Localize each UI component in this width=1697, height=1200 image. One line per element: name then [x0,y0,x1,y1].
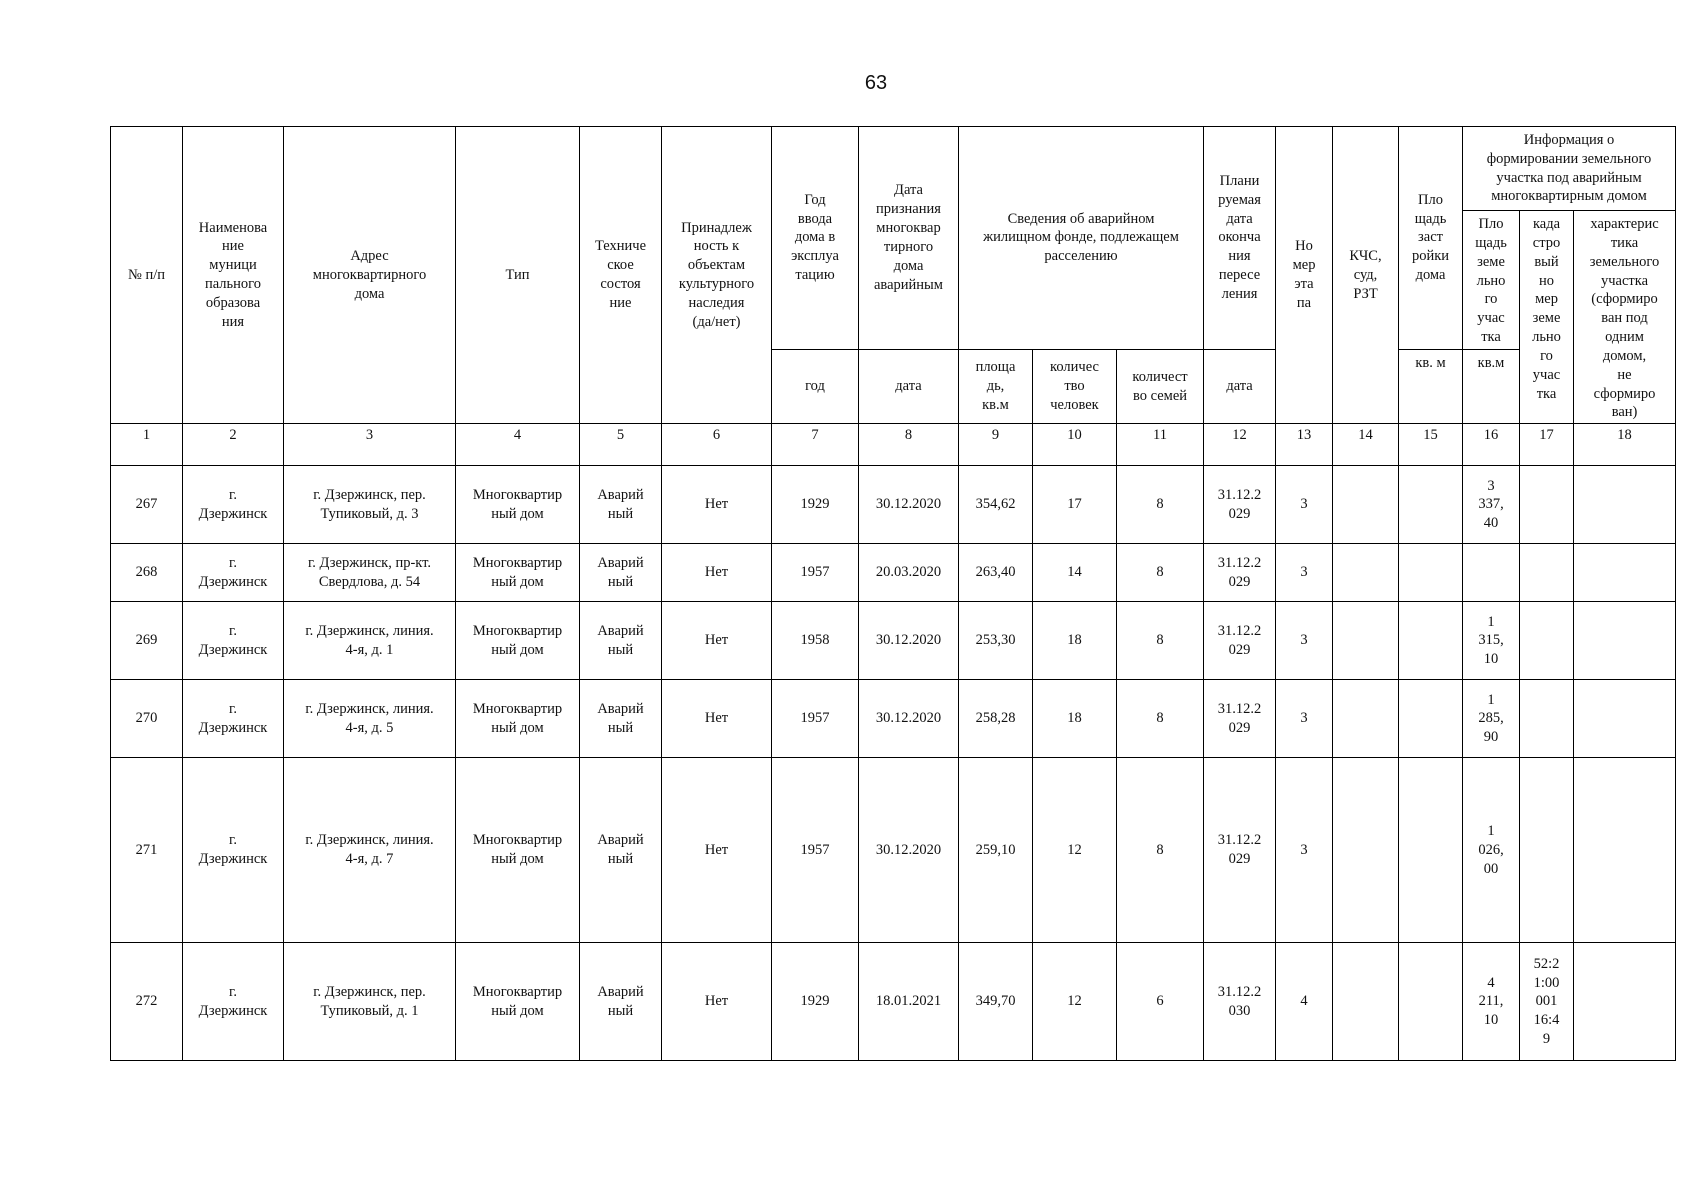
cell-date: 30.12.2020 [859,466,959,544]
cell-type: Многоквартир ный дом [456,602,580,680]
column-number: 3 [284,424,456,466]
cell-address: г. Дзержинск, пер. Тупиковый, д. 1 [284,943,456,1061]
cell-municipality: г. Дзержинск [183,758,284,943]
cell-land-characteristics [1574,758,1676,943]
cell-kchs [1333,544,1399,602]
column-number: 17 [1520,424,1574,466]
cell-municipality: г. Дзержинск [183,544,284,602]
cell-families: 8 [1117,544,1204,602]
column-number: 14 [1333,424,1399,466]
cell-built-area [1399,602,1463,680]
cell-heritage: Нет [662,758,772,943]
cell-state: Аварий ный [580,544,662,602]
cell-type: Многоквартир ный дом [456,943,580,1061]
cell-stage: 3 [1276,602,1333,680]
column-number: 5 [580,424,662,466]
cell-year: 1929 [772,466,859,544]
cell-plan-date: 31.12.2 029 [1204,466,1276,544]
header-land-plot-info: Информация о формировании земельного участка под аварийным многоквартирным домом [1463,127,1676,211]
column-number: 6 [662,424,772,466]
page-number: 63 [864,72,888,94]
cell-cadastral [1520,602,1574,680]
cell-heritage: Нет [662,602,772,680]
subheader-land-unit: кв.м [1463,349,1520,423]
cell-date: 20.03.2020 [859,544,959,602]
header-planned-date: Плани руемая дата оконча ния пересе ления [1204,127,1276,350]
cell-row-number: 268 [111,544,183,602]
cell-plan-date: 31.12.2 029 [1204,602,1276,680]
column-number: 9 [959,424,1033,466]
cell-state: Аварий ный [580,680,662,758]
header-row-number: № п/п [111,127,183,424]
cell-stage: 4 [1276,943,1333,1061]
header-built-area: Пло щадь заст ройки дома [1399,127,1463,350]
cell-year: 1958 [772,602,859,680]
column-number-row [111,424,1676,466]
cell-state: Аварий ный [580,758,662,943]
cell-type: Многоквартир ный дом [456,680,580,758]
cell-land-area [1463,544,1520,602]
column-number: 18 [1574,424,1676,466]
cell-land-area: 1 315, 10 [1463,602,1520,680]
cell-built-area [1399,943,1463,1061]
cell-heritage: Нет [662,466,772,544]
cell-plan-date: 31.12.2 029 [1204,680,1276,758]
cell-type: Многоквартир ный дом [456,758,580,943]
column-number: 10 [1033,424,1117,466]
cell-stage: 3 [1276,758,1333,943]
cell-date: 30.12.2020 [859,680,959,758]
cell-area: 354,62 [959,466,1033,544]
cell-heritage: Нет [662,544,772,602]
cell-stage: 3 [1276,466,1333,544]
cell-land-area: 3 337, 40 [1463,466,1520,544]
cell-people: 18 [1033,602,1117,680]
cell-families: 8 [1117,758,1204,943]
column-number: 1 [111,424,183,466]
cell-stage: 3 [1276,680,1333,758]
cell-families: 8 [1117,680,1204,758]
column-number: 2 [183,424,284,466]
cell-people: 12 [1033,943,1117,1061]
cell-families: 8 [1117,602,1204,680]
column-number: 16 [1463,424,1520,466]
cell-type: Многоквартир ный дом [456,544,580,602]
subheader-plan-date: дата [1204,349,1276,423]
table-row [111,680,1676,758]
subheader-people: количес тво человек [1033,349,1117,423]
cell-address: г. Дзержинск, линия. 4-я, д. 1 [284,602,456,680]
header-housing-info: Сведения об аварийном жилищном фонде, подлежащем расселению [959,127,1204,350]
cell-stage: 3 [1276,544,1333,602]
column-number: 13 [1276,424,1333,466]
cell-area: 258,28 [959,680,1033,758]
cell-row-number: 269 [111,602,183,680]
header-address: Адрес многоквартирного дома [284,127,456,424]
cell-land-characteristics [1574,544,1676,602]
cell-cadastral [1520,466,1574,544]
cell-year: 1957 [772,544,859,602]
cell-state: Аварий ный [580,602,662,680]
cell-area: 259,10 [959,758,1033,943]
column-number: 8 [859,424,959,466]
header-municipality: Наименова ние муници пального образова ния [183,127,284,424]
cell-cadastral [1520,680,1574,758]
subheader-area: площа дь, кв.м [959,349,1033,423]
header-cultural-heritage: Принадлеж ность к объектам культурного наследия (да/нет) [662,127,772,424]
cell-row-number: 271 [111,758,183,943]
cell-row-number: 270 [111,680,183,758]
subheader-year: год [772,349,859,423]
cell-area: 349,70 [959,943,1033,1061]
cell-address: г. Дзержинск, пер. Тупиковый, д. 3 [284,466,456,544]
header-land-characteristics: характерис тика земельного участка (сформиро ван под одним домом, не сформиро ван) [1574,211,1676,424]
cell-land-area: 4 211, 10 [1463,943,1520,1061]
cell-address: г. Дзержинск, линия. 4-я, д. 7 [284,758,456,943]
cell-municipality: г. Дзержинск [183,943,284,1061]
header-technical-state: Техниче ское состоя ние [580,127,662,424]
cell-plan-date: 31.12.2 029 [1204,544,1276,602]
cell-municipality: г. Дзержинск [183,680,284,758]
cell-heritage: Нет [662,943,772,1061]
cell-kchs [1333,943,1399,1061]
cell-municipality: г. Дзержинск [183,466,284,544]
cell-built-area [1399,466,1463,544]
cell-kchs [1333,758,1399,943]
cell-cadastral: 52:2 1:00 001 16:4 9 [1520,943,1574,1061]
cell-families: 6 [1117,943,1204,1061]
cell-kchs [1333,602,1399,680]
cell-year: 1929 [772,943,859,1061]
subheader-built-unit: кв. м [1399,349,1463,423]
column-number: 11 [1117,424,1204,466]
cell-state: Аварий ный [580,943,662,1061]
table-row [111,602,1676,680]
cell-kchs [1333,680,1399,758]
cell-built-area [1399,680,1463,758]
emergency-housing-table [110,126,1676,1061]
header-cadastral-number: када стро вый но мер земе льно го учас тка [1520,211,1574,424]
cell-date: 18.01.2021 [859,943,959,1061]
cell-plan-date: 31.12.2 029 [1204,758,1276,943]
cell-land-area: 1 285, 90 [1463,680,1520,758]
cell-people: 17 [1033,466,1117,544]
cell-plan-date: 31.12.2 030 [1204,943,1276,1061]
cell-address: г. Дзержинск, пр-кт. Свердлова, д. 54 [284,544,456,602]
cell-land-area: 1 026, 00 [1463,758,1520,943]
header-type: Тип [456,127,580,424]
subheader-date: дата [859,349,959,423]
column-number: 7 [772,424,859,466]
cell-land-characteristics [1574,602,1676,680]
subheader-families: количест во семей [1117,349,1204,423]
column-number: 15 [1399,424,1463,466]
cell-type: Многоквартир ный дом [456,466,580,544]
cell-built-area [1399,544,1463,602]
table-row [111,544,1676,602]
cell-land-characteristics [1574,466,1676,544]
cell-row-number: 267 [111,466,183,544]
cell-year: 1957 [772,680,859,758]
cell-built-area [1399,758,1463,943]
cell-families: 8 [1117,466,1204,544]
cell-area: 253,30 [959,602,1033,680]
cell-area: 263,40 [959,544,1033,602]
cell-cadastral [1520,544,1574,602]
cell-land-characteristics [1574,943,1676,1061]
cell-address: г. Дзержинск, линия. 4-я, д. 5 [284,680,456,758]
header-land-area: Пло щадь земе льно го учас тка [1463,211,1520,350]
cell-people: 18 [1033,680,1117,758]
cell-year: 1957 [772,758,859,943]
cell-state: Аварий ный [580,466,662,544]
cell-people: 14 [1033,544,1117,602]
cell-kchs [1333,466,1399,544]
table-row [111,758,1676,943]
cell-row-number: 272 [111,943,183,1061]
cell-land-characteristics [1574,680,1676,758]
header-year-commissioned: Год ввода дома в эксплуа тацию [772,127,859,350]
cell-heritage: Нет [662,680,772,758]
cell-people: 12 [1033,758,1117,943]
table-row [111,943,1676,1061]
cell-municipality: г. Дзержинск [183,602,284,680]
header-stage-number: Но мер эта па [1276,127,1333,424]
column-number: 4 [456,424,580,466]
column-number: 12 [1204,424,1276,466]
table-row [111,466,1676,544]
header-kchs: КЧС, суд, РЗТ [1333,127,1399,424]
cell-cadastral [1520,758,1574,943]
cell-date: 30.12.2020 [859,758,959,943]
header-date-declared: Дата признания многоквар тирного дома аварийным [859,127,959,350]
cell-date: 30.12.2020 [859,602,959,680]
